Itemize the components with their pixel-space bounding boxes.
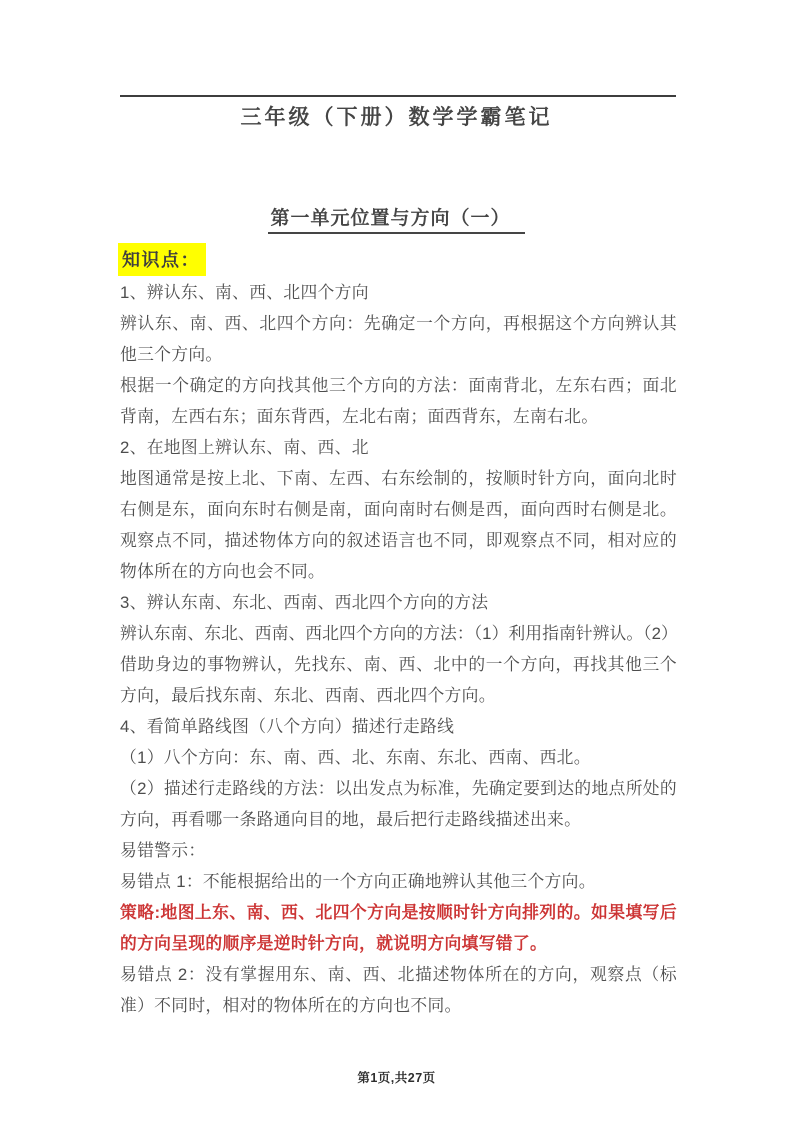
section-heading-wrap: [0, 203, 793, 234]
text-line: 辨认东、南、西、北四个方向：先确定一个方向，再根据这个方向辨认其: [120, 314, 677, 333]
text-line: （2）描述行走路线的方法：以出发点为标准，先确定要到达的地点所处的: [120, 779, 677, 798]
text-line: 方向，最后找东南、东北、西南、西北四个方向。: [120, 686, 496, 705]
text-line: 3、辨认东南、东北、西南、西北四个方向的方法: [120, 593, 489, 612]
text-line: 易错点 2：没有掌握用东、南、西、北描述物体所在的方向，观察点（标: [120, 965, 677, 984]
knowledge-point-wrap: [118, 243, 206, 276]
text-line: 物体所在的方向也会不同。: [120, 562, 325, 581]
text-line: 观察点不同，描述物体方向的叙述语言也不同，即观察点不同，相对应的: [120, 531, 677, 550]
text-line: 右侧是东，面向东时右侧是南，面向南时右侧是西，面向西时右侧是北。: [120, 500, 677, 519]
text-line: 辨认东南、东北、西南、西北四个方向的方法：（1）利用指南针辨认。（2）: [120, 624, 677, 643]
text-line: 1、辨认东、南、西、北四个方向: [120, 283, 369, 302]
text-line: 易错警示：: [120, 841, 206, 860]
text-line: 易错点 1：不能根据给出的一个方向正确地辨认其他三个方向。: [120, 872, 596, 891]
text-line: 地图通常是按上北、下南、左西、右东绘制的，按顺时针方向，面向北时: [120, 469, 677, 488]
section-heading: 第一单元位置与方向（一）: [268, 203, 524, 234]
text-line-strategy-red: 的方向呈现的顺序是逆时针方向，就说明方向填写错了。: [120, 934, 548, 953]
footer-page-number: 第1页,共27页: [357, 1071, 436, 1085]
text-line: 借助身边的事物辨认，先找东、南、西、北中的一个方向，再找其他三个: [120, 655, 677, 674]
text-line: 方向，再看哪一条路通向目的地，最后把行走路线描述出来。: [120, 810, 582, 829]
text-line: 他三个方向。: [120, 345, 223, 364]
text-line: 准）不同时，相对的物体所在的方向也不同。: [120, 996, 462, 1015]
text-line: 4、看简单路线图（八个方向）描述行走路线: [120, 717, 455, 736]
text-line: 2、在地图上辨认东、南、西、北: [120, 438, 369, 457]
header-divider-line: [120, 95, 676, 97]
text-line: 背南，左西右东；面东背西，左北右南；面西背东，左南右北。: [120, 407, 599, 426]
text-line-strategy-red: 策略:地图上东、南、西、北四个方向是按顺时针方向排列的。如果填写后: [120, 903, 677, 922]
document-title: 三年级（下册）数学学霸笔记: [240, 106, 553, 129]
text-line: 根据一个确定的方向找其他三个方向的方法：面南背北，左东右西；面北: [120, 376, 677, 395]
knowledge-point-highlight: 知识点：: [118, 243, 206, 276]
text-line: （1）八个方向：东、南、西、北、东南、东北、西南、西北。: [120, 748, 591, 767]
body-text: [120, 277, 677, 1021]
